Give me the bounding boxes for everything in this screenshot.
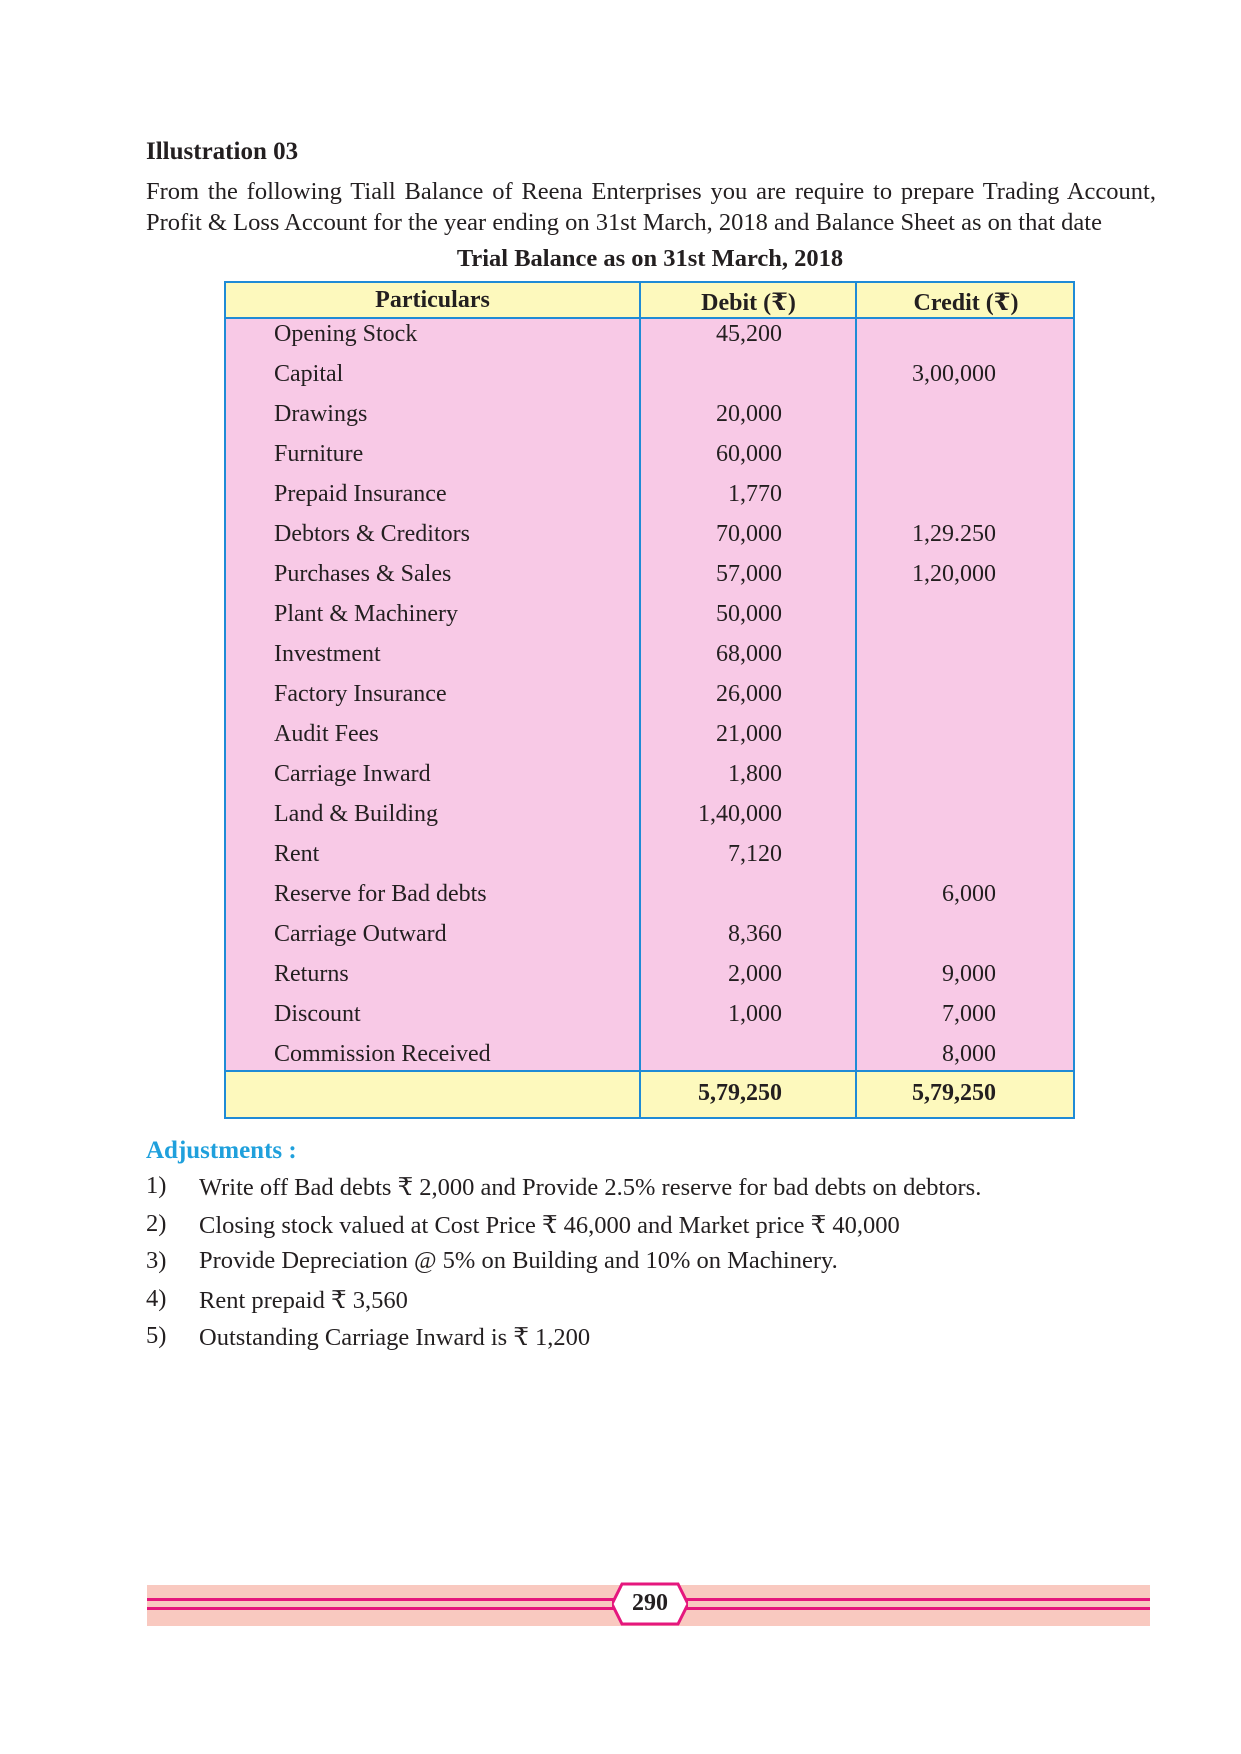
- table-row: [226, 639, 1073, 679]
- row-debit: 1,40,000: [698, 801, 782, 827]
- row-credit: 3,00,000: [912, 361, 996, 387]
- row-credit: 8,000: [942, 1041, 996, 1067]
- row-particular: Discount: [274, 1001, 361, 1027]
- adjustment-text: Outstanding Carriage Inward is ₹ 1,200: [199, 1324, 591, 1351]
- row-particular: Plant & Machinery: [274, 601, 458, 627]
- adjustment-number: 2): [146, 1209, 167, 1237]
- row-debit: 1,770: [728, 481, 782, 507]
- row-particular: Factory Insurance: [274, 681, 447, 707]
- row-particular: Land & Building: [274, 801, 438, 827]
- table-row: [226, 799, 1073, 839]
- row-debit: 8,360: [728, 921, 782, 947]
- row-particular: Furniture: [274, 441, 364, 467]
- row-credit: 1,29.250: [912, 521, 996, 547]
- row-credit: 1,20,000: [912, 561, 996, 587]
- adjustment-text: Provide Depreciation @ 5% on Building and 10% on Machinery.: [199, 1247, 838, 1274]
- row-debit: 20,000: [716, 401, 782, 427]
- row-debit: 68,000: [716, 641, 782, 667]
- adjustment-text: Write off Bad debts ₹ 2,000 and Provide 2.5% reserve for bad debts on debtors.: [199, 1174, 982, 1201]
- row-debit: 1,800: [728, 761, 782, 787]
- row-particular: Drawings: [274, 401, 368, 427]
- page-number: 290: [632, 1590, 668, 1616]
- row-particular: Rent: [274, 841, 320, 867]
- row-debit: 57,000: [716, 561, 782, 587]
- table-total-row: [226, 1070, 1073, 1117]
- table-body: [226, 319, 1073, 1079]
- row-debit: 50,000: [716, 601, 782, 627]
- table-row: [226, 719, 1073, 759]
- table-row: [226, 519, 1073, 559]
- header-credit: Credit (₹): [913, 290, 1019, 316]
- row-particular: Reserve for Bad debts: [274, 881, 487, 907]
- header-particulars: Particulars: [375, 287, 490, 313]
- table-row: [226, 679, 1073, 719]
- table-row: [226, 599, 1073, 639]
- table-row: [226, 319, 1073, 359]
- row-particular: Opening Stock: [274, 321, 418, 347]
- row-particular: Commission Received: [274, 1041, 491, 1067]
- row-particular: Debtors & Creditors: [274, 521, 470, 547]
- adjustment-text: Closing stock valued at Cost Price ₹ 46,000 and Market price ₹ 40,000: [199, 1211, 900, 1239]
- table-row: [226, 399, 1073, 439]
- row-debit: 26,000: [716, 681, 782, 707]
- row-debit: 70,000: [716, 521, 782, 547]
- table-row: [226, 439, 1073, 479]
- table-row: [226, 479, 1073, 519]
- adjustment-number: 3): [146, 1247, 167, 1274]
- row-debit: 2,000: [728, 961, 782, 987]
- total-debit: 5,79,250: [698, 1080, 782, 1106]
- row-debit: 21,000: [716, 721, 782, 747]
- column-divider: [639, 283, 641, 1117]
- table-row: [226, 959, 1073, 999]
- table-header: [226, 283, 1073, 319]
- row-debit: 1,000: [728, 1001, 782, 1027]
- table-row: [226, 839, 1073, 879]
- table-row: [226, 879, 1073, 919]
- row-credit: 6,000: [942, 881, 996, 907]
- row-particular: Carriage Outward: [274, 921, 447, 947]
- row-particular: Returns: [274, 961, 349, 987]
- illustration-intro: From the following Tiall Balance of Reena Enterprises you are require to prepare Trading Account, Profit & Loss Account for the year ending on 31st March, 2018 and Balance Sheet as on that date: [146, 178, 1156, 236]
- table-row: [226, 999, 1073, 1039]
- row-debit: 7,120: [728, 841, 782, 867]
- trial-balance-title: Trial Balance as on 31st March, 2018: [456, 245, 844, 272]
- trial-balance-table: [224, 281, 1075, 1119]
- row-credit: 7,000: [942, 1001, 996, 1027]
- adjustment-number: 5): [146, 1322, 167, 1349]
- adjustment-number: 4): [146, 1284, 167, 1312]
- table-row: [226, 919, 1073, 959]
- adjustment-number: 1): [146, 1172, 167, 1199]
- row-particular: Investment: [274, 641, 381, 667]
- total-credit: 5,79,250: [912, 1080, 996, 1106]
- row-particular: Audit Fees: [274, 721, 379, 747]
- table-row: [226, 759, 1073, 799]
- header-debit: Debit (₹): [701, 290, 796, 316]
- row-particular: Prepaid Insurance: [274, 481, 447, 507]
- table-row: [226, 359, 1073, 399]
- row-debit: 45,200: [716, 321, 782, 347]
- row-particular: Capital: [274, 361, 344, 387]
- illustration-title: Illustration 03: [146, 138, 299, 165]
- row-particular: Purchases & Sales: [274, 561, 452, 587]
- adjustments-title: Adjustments :: [146, 1137, 297, 1164]
- table-row: [226, 559, 1073, 599]
- row-particular: Carriage Inward: [274, 761, 431, 787]
- row-credit: 9,000: [942, 961, 996, 987]
- adjustment-text: Rent prepaid ₹ 3,560: [199, 1286, 408, 1314]
- column-divider: [855, 283, 857, 1117]
- row-debit: 60,000: [716, 441, 782, 467]
